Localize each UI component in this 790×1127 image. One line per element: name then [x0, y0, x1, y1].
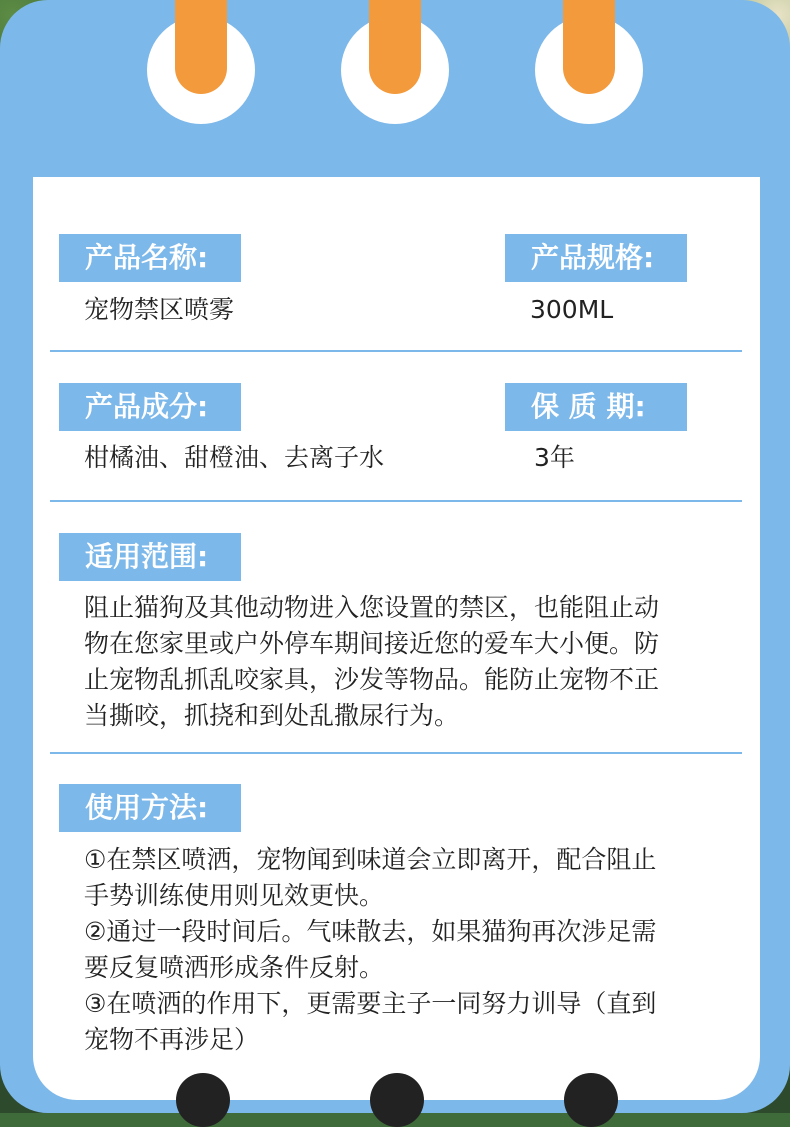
- binder-hole: [370, 1073, 424, 1127]
- binder-tab: [175, 0, 227, 94]
- scope-line: 阻止猫狗及其他动物进入您设置的禁区，也能阻止动: [84, 593, 660, 622]
- scope-label: 适用范围:: [59, 533, 241, 581]
- scope-line: 止宠物乱抓乱咬家具，沙发等物品。能防止宠物不正: [84, 665, 660, 694]
- usage-line: 要反复喷洒形成条件反射。: [84, 953, 385, 982]
- ingredients-label: 产品成分:: [59, 383, 241, 431]
- usage-line: 宠物不再涉足）: [84, 1025, 260, 1054]
- product-spec-label: 产品规格:: [505, 234, 687, 282]
- shelf-life-value: 3年: [534, 443, 575, 472]
- section-divider: [50, 500, 742, 502]
- shelf-life-label: 保 质 期:: [505, 383, 687, 431]
- product-name-label: 产品名称:: [59, 234, 241, 282]
- ingredients-value: 柑橘油、甜橙油、去离子水: [84, 443, 385, 472]
- binder-hole: [564, 1073, 618, 1127]
- binder-tab: [563, 0, 615, 94]
- section-divider: [50, 752, 742, 754]
- usage-line: ②通过一段时间后。气味散去，如果猫狗再次涉足需: [84, 917, 657, 946]
- usage-line: 手势训练使用则见效更快。: [84, 881, 385, 910]
- scope-line: 物在您家里或户外停车期间接近您的爱车大小便。防: [84, 629, 660, 658]
- usage-line: ①在禁区喷洒，宠物闻到味道会立即离开，配合阻止: [84, 845, 657, 874]
- binder-ring-right: [535, 16, 643, 124]
- binder-tab: [369, 0, 421, 94]
- usage-label: 使用方法:: [59, 784, 241, 832]
- product-name-value: 宠物禁区喷雾: [84, 295, 235, 324]
- binder-ring-left: [147, 16, 255, 124]
- scope-paragraph: [84, 590, 659, 734]
- binder-hole: [176, 1073, 230, 1127]
- scope-line: 当撕咬，抓挠和到处乱撒尿行为。: [84, 701, 460, 730]
- usage-paragraph: [84, 842, 656, 1058]
- section-divider: [50, 350, 742, 352]
- usage-line: ③在喷洒的作用下，更需要主子一同努力训导（直到: [84, 989, 657, 1018]
- product-spec-value: 300ML: [530, 295, 614, 324]
- binder-ring-center: [341, 16, 449, 124]
